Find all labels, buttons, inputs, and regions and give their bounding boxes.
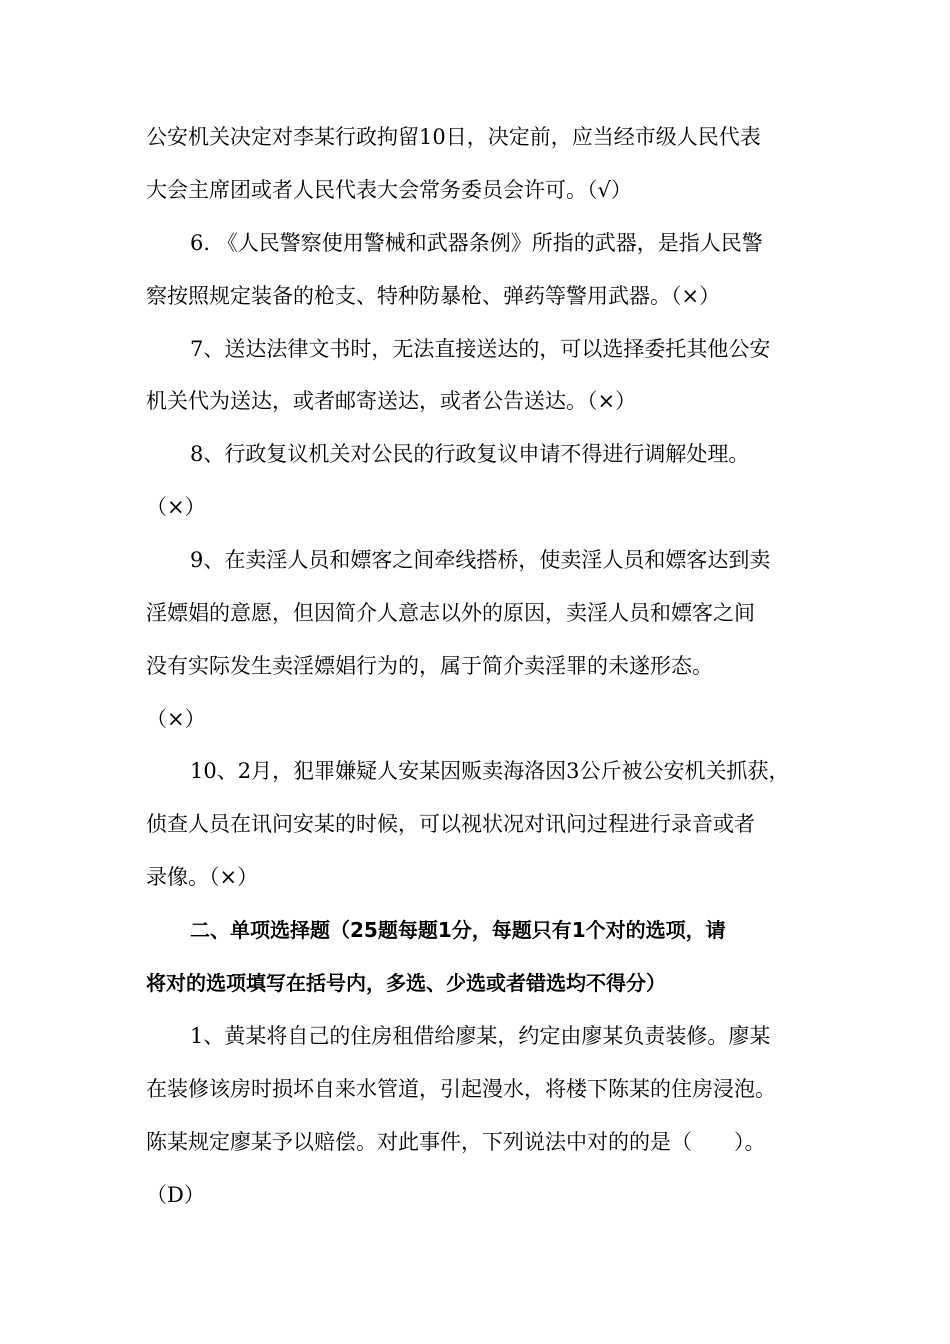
paragraph-9-line-1: 9、在卖淫人员和嫖客之间牵线搭桥，使卖淫人员和嫖客达到卖: [190, 548, 771, 572]
section-heading-line-2: 将对的选项填写在括号内，多选、少选或者错选均不得分）: [146, 971, 666, 995]
section-heading-line-1: 二、单项选择题（25题每题1分，每题只有1个对的选项，请: [190, 918, 726, 942]
paragraph-10-line-1: 10、2月，犯罪嫌疑人安某因贩卖海洛因3公斤被公安机关抓获，: [190, 759, 790, 783]
paragraph-6-line-1: 6. 《人民警察使用警械和武器条例》所指的武器，是指人民警: [190, 231, 763, 255]
paragraph-9-line-2: 淫嫖娼的意愿，但因简介人意志以外的原因，卖淫人员和嫖客之间: [146, 601, 755, 625]
paragraph-7-line-2: 机关代为送达，或者邮寄送达，或者公告送达。（×）: [146, 389, 637, 413]
paragraph-7-line-1: 7、送达法律文书时，无法直接送达的，可以选择委托其他公安: [190, 337, 771, 361]
question-1-line-3: 陈某规定廖某予以赔偿。对此事件，下列说法中对的的是（ ）。: [146, 1130, 766, 1154]
paragraph-9-line-4: （×）: [146, 707, 206, 731]
paragraph-8-line-2: （×）: [146, 495, 206, 519]
paragraph-5-line-2: 大会主席团或者人民代表大会常务委员会许可。（√）: [146, 178, 632, 202]
question-1-line-1: 1、黄某将自己的住房租借给廖某，约定由廖某负责装修。廖某: [190, 1024, 771, 1048]
paragraph-9-line-3: 没有实际发生卖淫嫖娼行为的，属于简介卖淫罪的未遂形态。: [146, 654, 713, 678]
paragraph-6-line-2: 察按照规定装备的枪支、特种防暴枪、弹药等警用武器。（×）: [146, 284, 721, 308]
paragraph-10-line-3: 录像。（×）: [146, 865, 259, 889]
question-1-answer: （D）: [146, 1183, 205, 1207]
question-1-line-2: 在装修该房时损坏自来水管道，引起漫水，将楼下陈某的住房浸泡。: [146, 1077, 776, 1101]
paragraph-10-line-2: 侦查人员在讯问安某的时候，可以视状况对讯问过程进行录音或者: [146, 812, 755, 836]
paragraph-5-line-1: 公安机关决定对李某行政拘留10日，决定前，应当经市级人民代表: [146, 125, 761, 149]
paragraph-8-line-1: 8、行政复议机关对公民的行政复议申请不得进行调解处理。: [190, 442, 750, 466]
